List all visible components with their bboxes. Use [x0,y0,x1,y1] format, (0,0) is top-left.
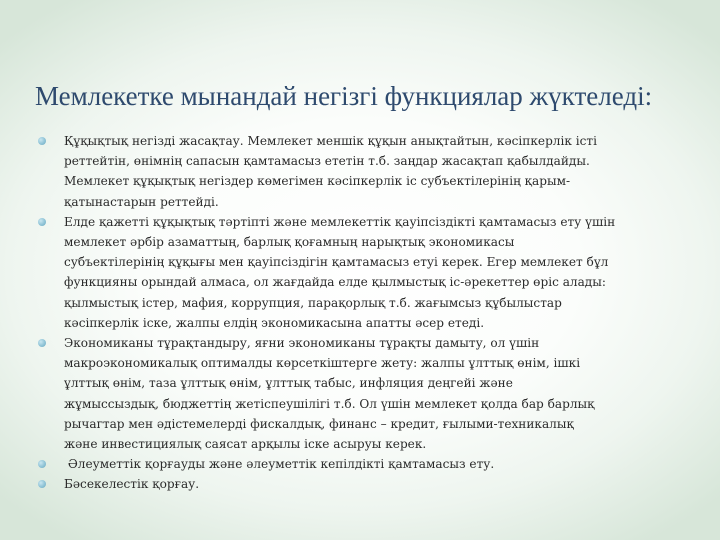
bullet-line: және инвестициялық саясат арқылы іске асыруы керек. [64,437,427,452]
slide-title: Мемлекетке мынандай негізгі функциялар жүктеледі: [35,81,653,111]
bullet-item-social-protection [48,454,688,474]
bullet-line: Құқықтық негізді жасақтау. Мемлекет меншік құқын анықтайтын, кәсіпкерлік істі [64,134,597,148]
bullet-dot-icon [38,480,46,488]
bullet-line: қатынастарын реттейді. [64,194,219,209]
bullet-line: Елде қажетті құқықтық тәртіпті және мемлекеттік қауіпсіздікті қамтамасыз ету үшін [64,214,616,229]
bullet-dot-icon [38,218,46,226]
bullet-item-competition [48,474,688,494]
bullet-list [48,131,688,495]
bullet-line: реттейтін, өнімнің сапасын қамтамасыз ететін т.б. заңдар жасақтап қабылдайды. [64,154,590,169]
bullet-line: ұлттық өнім, таза ұлттық өнім, ұлттық табыс, инфляция деңгейі және [64,376,513,391]
bullet-dot-icon [38,460,46,468]
bullet-line: Экономиканы тұрақтандыру, яғни экономиканы тұрақты дамыту, ол үшін [64,336,540,351]
bullet-line: рычагтар мен әдістемелерді фискалдық, финанс – кредит, ғылыми-техникалық [64,416,574,431]
bullet-line: макроэкономикалық оптималды көрсеткіштерге жету: жалпы ұлттық өнім, ішкі [64,356,581,371]
bullet-item-security [48,212,688,333]
bullet-line: кәсіпкерлік іске, жалпы елдің экономикасына апатты әсер етеді. [64,315,485,330]
bullet-line: жұмыссыздық, бюджеттің жетіспеушілігі т.б. Ол үшін мемлекет қолда бар барлық [64,396,595,411]
bullet-line: Мемлекет құқықтық негіздер көмегімен кәсіпкерлік іс субъектілерінің қарым- [64,174,571,189]
bullet-dot-icon [38,137,46,145]
bullet-dot-icon [38,339,46,347]
bullet-item-legal-basis [48,131,688,212]
bullet-line: Бәсекелестік қорғау. [64,477,200,492]
bullet-item-stabilization [48,333,688,454]
bullet-line: Әлеуметтік қорғауды және әлеуметтік кепілдікті қамтамасыз ету. [64,457,495,472]
bullet-line: субъектілерінің құқығы мен қауіпсіздігін қамтамасыз етуі керек. Егер мемлекет бұл [64,255,609,270]
bullet-line: қылмыстық істер, мафия, коррупция, парақорлық т.б. жағымсыз құбылыстар [64,295,562,310]
bullet-line: функцияны орындай алмаса, ол жағдайда елде қылмыстық іс-әрекеттер өріс алады: [64,275,606,290]
bullet-line: мемлекет әрбір азаматтың, барлық қоғамның нарықтық экономикасы [64,235,515,250]
